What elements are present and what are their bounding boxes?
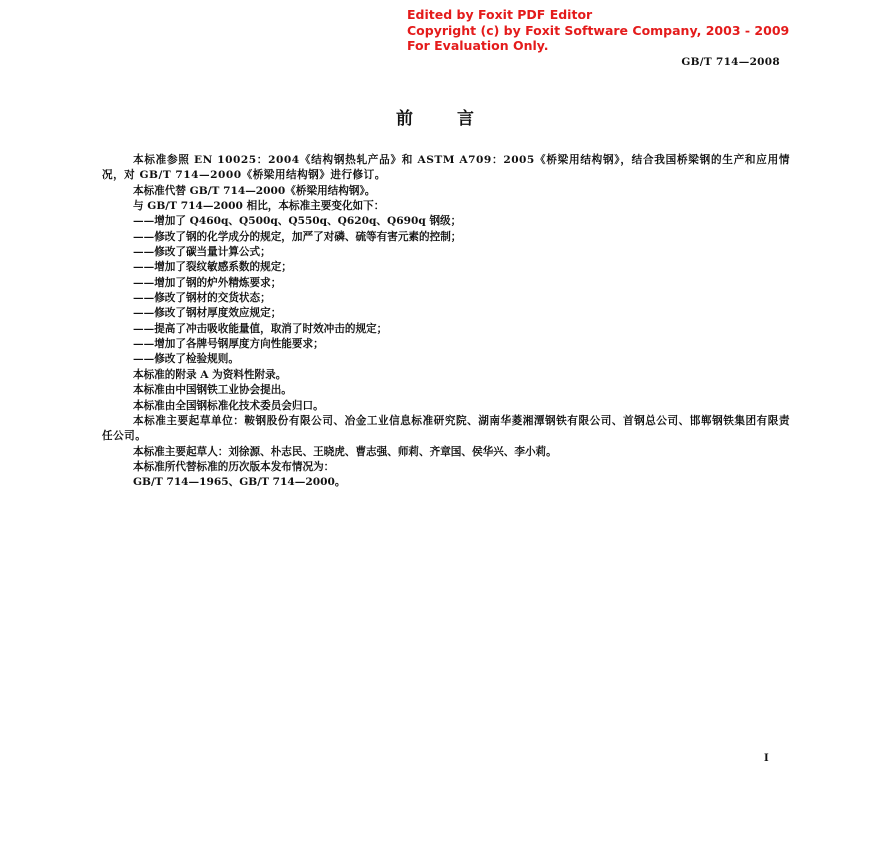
- paragraph-drafting-units: 本标准主要起草单位：鞍钢股份有限公司、冶金工业信息标准研究院、湖南华菱湘潭钢铁有限公司、首钢总公司、邯郸钢铁集团有限责任公司。: [102, 414, 790, 443]
- change-item: ——修改了钢的化学成分的规定，加严了对磷、硫等有害元素的控制；: [133, 230, 462, 243]
- change-item: ——修改了碳当量计算公式；: [133, 246, 271, 259]
- watermark-line-2: Copyright (c) by Foxit Software Company, 2003 - 2009: [407, 22, 790, 38]
- paragraph-replaces: 本标准代替 GB/T 714—2000《桥梁用结构钢》。: [133, 184, 376, 197]
- change-item: ——增加了 Q460q、Q500q、Q550q、Q620q、Q690q 钢级；: [133, 215, 462, 228]
- watermark-line-1: Edited by Foxit PDF Editor: [407, 7, 593, 22]
- paragraph-reference: 本标准参照 EN 10025：2004《结构钢热轧产品》和 ASTM A709：2005《桥梁用结构钢》，结合我国桥梁钢的生产和应用情况，对 GB/T 714—2000《桥梁用结构钢》进行修订。: [102, 154, 790, 182]
- change-item: ——增加了裂纹敏感系数的规定；: [133, 261, 292, 274]
- standard-code: GB/T 714—2008: [681, 56, 780, 68]
- paragraph-history-versions: GB/T 714—1965、GB/T 714—2000。: [133, 476, 346, 489]
- watermark-line-3: For Evaluation Only.: [407, 38, 549, 53]
- paragraph-appendix: 本标准的附录 A 为资料性附录。: [133, 368, 287, 381]
- change-item: ——修改了钢材的交货状态；: [133, 292, 271, 305]
- paragraph-history-intro: 本标准所代替标准的历次版本发布情况为：: [133, 460, 335, 473]
- paragraph-proposed-by: 本标准由中国钢铁工业协会提出。: [133, 384, 292, 397]
- page-number: I: [764, 753, 769, 764]
- page-title: 前言: [396, 109, 518, 129]
- paragraph-centralized-by: 本标准由全国钢标准化技术委员会归口。: [133, 399, 324, 412]
- change-item: ——修改了检验规则。: [133, 353, 239, 366]
- paragraph-changes-intro: 与 GB/T 714—2000 相比，本标准主要变化如下：: [133, 200, 385, 213]
- paragraph-drafters: 本标准主要起草人：刘徐源、朴志民、王晓虎、曹志强、师莉、齐章国、侯华兴、李小莉。: [133, 445, 557, 458]
- foreword-body: [102, 153, 790, 491]
- change-item: ——增加了各牌号钢厚度方向性能要求；: [133, 338, 324, 351]
- change-item: ——增加了钢的炉外精炼要求；: [133, 276, 282, 289]
- change-item: ——提高了冲击吸收能量值，取消了时效冲击的规定；: [133, 322, 388, 335]
- change-item: ——修改了钢材厚度效应规定；: [133, 307, 282, 320]
- foxit-watermark: [407, 7, 789, 54]
